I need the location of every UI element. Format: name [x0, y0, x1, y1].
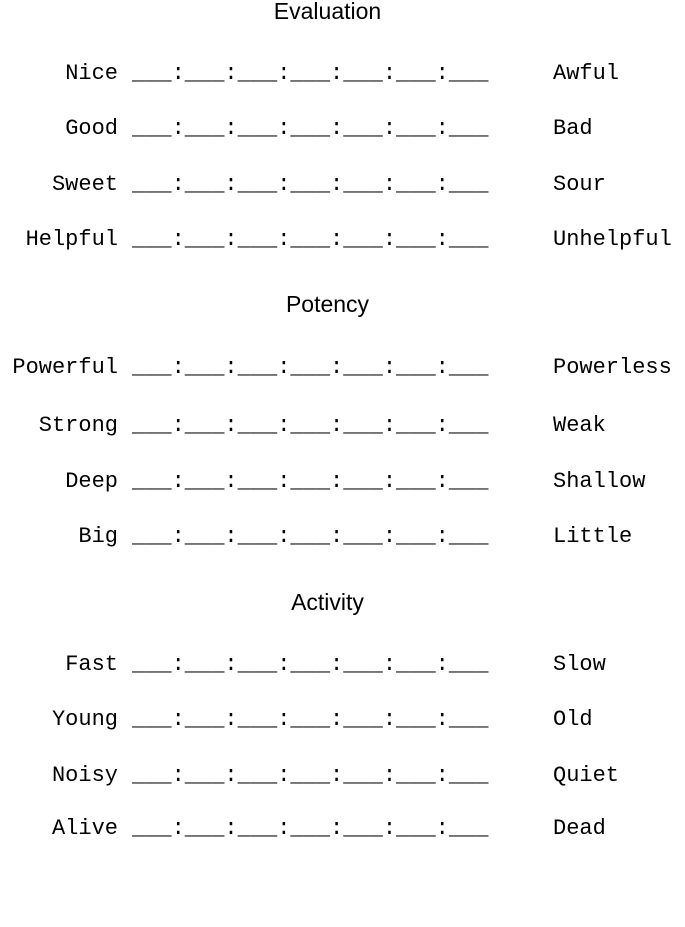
- left-adjective: Helpful: [25, 227, 118, 252]
- rating-scale[interactable]: ___:___:___:___:___:___:___: [132, 469, 489, 494]
- rating-scale[interactable]: ___:___:___:___:___:___:___: [132, 116, 489, 141]
- rating-scale[interactable]: ___:___:___:___:___:___:___: [132, 355, 489, 380]
- rating-scale[interactable]: ___:___:___:___:___:___:___: [132, 227, 489, 252]
- scale-row-powerful-powerless: [0, 354, 685, 382]
- section-title-potency: Potency: [285, 291, 370, 317]
- scale-row-good-bad: [0, 115, 685, 143]
- right-adjective: Quiet: [553, 763, 620, 788]
- left-adjective: Good: [65, 116, 118, 141]
- left-adjective: Strong: [38, 413, 118, 438]
- left-adjective: Nice: [65, 61, 118, 86]
- left-adjective: Sweet: [51, 172, 118, 197]
- rating-scale[interactable]: ___:___:___:___:___:___:___: [132, 816, 489, 841]
- right-adjective: Bad: [553, 116, 593, 141]
- section-title-evaluation: Evaluation: [273, 0, 382, 24]
- right-adjective: Weak: [553, 413, 606, 438]
- scale-row-young-old: [0, 706, 685, 734]
- scale-row-sweet-sour: [0, 171, 685, 199]
- right-adjective: Awful: [553, 61, 620, 86]
- scale-row-strong-weak: [0, 412, 685, 440]
- scale-row-alive-dead: [0, 815, 685, 843]
- scale-row-nice-awful: [0, 60, 685, 88]
- right-adjective: Powerless: [553, 355, 672, 380]
- scale-row-noisy-quiet: [0, 762, 685, 790]
- scale-row-helpful-unhelpful: [0, 226, 685, 254]
- rating-scale[interactable]: ___:___:___:___:___:___:___: [132, 763, 489, 788]
- rating-scale[interactable]: ___:___:___:___:___:___:___: [132, 61, 489, 86]
- rating-scale[interactable]: ___:___:___:___:___:___:___: [132, 707, 489, 732]
- right-adjective: Little: [553, 524, 633, 549]
- scale-row-deep-shallow: [0, 468, 685, 496]
- scale-row-big-little: [0, 523, 685, 551]
- left-adjective: Fast: [65, 652, 118, 677]
- right-adjective: Dead: [553, 816, 606, 841]
- left-adjective: Noisy: [51, 763, 118, 788]
- left-adjective: Big: [78, 524, 118, 549]
- right-adjective: Slow: [553, 652, 606, 677]
- rating-scale[interactable]: ___:___:___:___:___:___:___: [132, 413, 489, 438]
- right-adjective: Unhelpful: [553, 227, 672, 252]
- left-adjective: Young: [51, 707, 118, 732]
- left-adjective: Alive: [51, 816, 118, 841]
- scale-row-fast-slow: [0, 651, 685, 679]
- section-title-activity: Activity: [291, 589, 364, 615]
- rating-scale[interactable]: ___:___:___:___:___:___:___: [132, 524, 489, 549]
- right-adjective: Old: [553, 707, 593, 732]
- rating-scale[interactable]: ___:___:___:___:___:___:___: [132, 652, 489, 677]
- rating-scale[interactable]: ___:___:___:___:___:___:___: [132, 172, 489, 197]
- right-adjective: Sour: [553, 172, 606, 197]
- left-adjective: Deep: [65, 469, 118, 494]
- left-adjective: Powerful: [12, 355, 118, 380]
- right-adjective: Shallow: [553, 469, 646, 494]
